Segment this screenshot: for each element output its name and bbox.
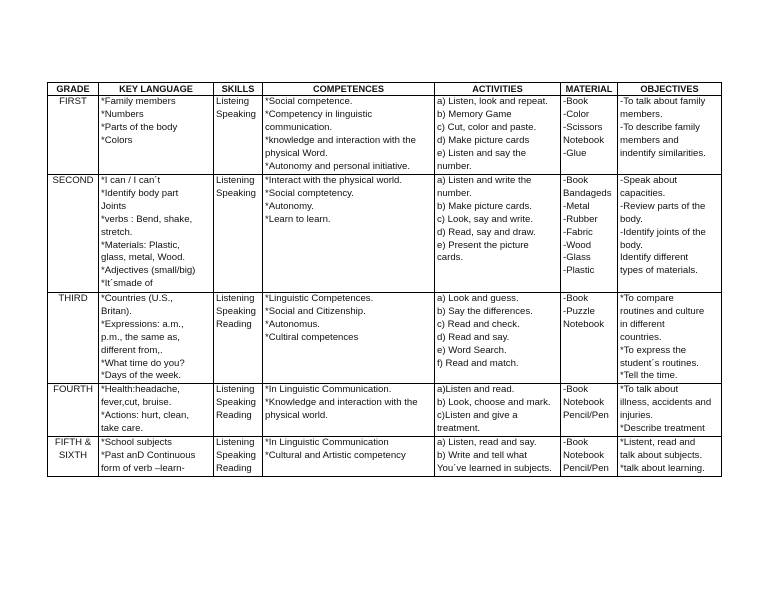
table-body [48,96,722,477]
cell-line: -Book [563,384,589,396]
cell-line: -Speak about [620,175,678,186]
cell-line: physical Word. [265,147,328,159]
cell-line: *Parts of the body [101,121,178,133]
cell-line: b) Memory Game [437,108,512,120]
grade-cell [48,293,99,384]
cell-line: Reading [216,318,252,330]
cell-line: members and [620,134,679,146]
cell-line: b) Make picture cards. [437,200,532,212]
objectives-cell [618,96,722,175]
cell-line: Notebook [563,134,605,146]
cell-line: d) Read and say. [437,331,510,343]
cell-line: *knowledge and interaction with the [265,134,416,146]
cell-line: *Linguistic Competences. [265,293,374,304]
cell-line: Notebook [563,318,605,330]
cell-line: Listeing [216,96,250,107]
cell-line: -Scissors [563,121,603,133]
objectives-cell [618,293,722,384]
cell-line: in different [620,318,665,330]
cell-line: form of verb –learn- [101,462,185,474]
cell-line: *Social and Citizenship. [265,305,366,317]
cell-line: *Health:headache, [101,384,180,396]
curriculum-table [47,82,722,477]
cell-line: c) Cut, color and paste. [437,121,537,133]
cell-line: d) Make picture cards [437,134,530,146]
grade-cell [48,436,99,476]
key-language-cell [99,96,214,175]
cell-line: stretch. [101,226,133,238]
header-activities: ACTIVITIES [435,83,561,96]
cell-line: -Fabric [563,226,593,238]
cell-line: b) Look, choose and mark. [437,397,551,409]
cell-line: Speaking [216,305,257,317]
cell-line: *I can / I can´t [101,175,161,186]
cell-line: SECOND [52,175,94,186]
cell-line: -Glass [563,252,591,264]
table-row [48,436,722,476]
cell-line: *Days of the week. [101,370,181,382]
objectives-cell [618,436,722,476]
cell-line: a) Look and guess. [437,293,519,304]
cell-line: -Rubber [563,213,598,225]
cell-line: *To compare [620,293,674,304]
header-competences: COMPETENCES [263,83,435,96]
cell-line: *Learn to learn. [265,213,331,225]
cell-line: *Listent, read and [620,436,696,448]
table-row [48,175,722,293]
cell-line: communication. [265,121,333,133]
competences-cell [263,175,435,293]
cell-line: *Knowledge and interaction with the [265,397,418,409]
cell-line: *In Linguistic Communication [265,436,389,448]
grade-cell [48,175,99,293]
cell-line: Speaking [216,108,257,120]
cell-line: Speaking [216,397,257,409]
cell-line: members. [620,108,663,120]
cell-line: -Book [563,436,589,448]
competences-cell [263,293,435,384]
cell-line: *Identify body part [101,187,179,199]
header-material: MATERIAL [561,83,618,96]
material-cell [561,293,618,384]
cell-line: *In Linguistic Communication. [265,384,392,396]
activities-cell [435,96,561,175]
cell-line: routines and culture [620,305,705,317]
material-cell [561,175,618,293]
skills-cell [214,384,263,437]
skills-cell [214,175,263,293]
header-row [48,83,722,96]
cell-line: *Tell the time. [620,370,678,382]
cell-line: p.m., the same as, [101,331,180,343]
material-cell [561,96,618,175]
cell-line: -Review parts of the [620,200,706,212]
cell-line: d) Read, say and draw. [437,226,536,238]
cell-line: f) Read and match. [437,357,519,369]
cell-line: indentify similarities. [620,147,706,159]
cell-line: -Color [563,108,590,120]
cell-line: *Actions: hurt, clean, [101,410,189,422]
cell-line: Joints [101,200,127,212]
cell-line: a) Listen and write the [437,175,532,186]
cell-line: -Puzzle [563,305,595,317]
cell-line: cards. [437,252,464,264]
cell-line: *Colors [101,134,133,146]
cell-line: Pencil/Pen [563,462,609,474]
table-row [48,384,722,437]
cell-line: *Autonomus. [265,318,320,330]
cell-line: -To describe family [620,121,700,133]
activities-cell [435,293,561,384]
cell-line: *Past anD Continuous [101,449,196,461]
grade-cell [48,96,99,175]
cell-line: c)Listen and give a [437,410,518,422]
cell-line: Speaking [216,449,257,461]
cell-line: -Wood [563,239,592,251]
cell-line: -Glue [563,147,587,159]
cell-line: -Book [563,175,589,186]
cell-line: c) Look, say and write. [437,213,533,225]
cell-line: Listening [216,436,255,448]
cell-line: *Interact with the physical world. [265,175,403,186]
cell-line: -Book [563,96,589,107]
cell-line: *Social comptetency. [265,187,354,199]
cell-line: physical world. [265,410,328,422]
cell-line: *Describe treatment [620,423,705,435]
header-objectives: OBJECTIVES [618,83,722,96]
cell-line: THIRD [58,293,88,304]
cell-line: -Book [563,293,589,304]
cell-line: Reading [216,410,252,422]
cell-line: Identify different [620,252,689,264]
cell-line: *talk about learning. [620,462,705,474]
cell-line: *Competency in linguistic [265,108,373,120]
cell-line: illness, accidents and [620,397,712,409]
header-skills: SKILLS [214,83,263,96]
key-language-cell [99,436,214,476]
cell-line: capacities. [620,187,666,199]
cell-line: different from,. [101,344,163,356]
cell-line: Notebook [563,397,605,409]
cell-line: *Autonomy. [265,200,314,212]
cell-line: b) Say the differences. [437,305,533,317]
cell-line: e) Listen and say the [437,147,527,159]
objectives-cell [618,384,722,437]
skills-cell [214,96,263,175]
key-language-cell [99,293,214,384]
cell-line: c) Read and check. [437,318,520,330]
cell-line: b) Write and tell what [437,449,527,461]
cell-line: *verbs : Bend, shake, [101,213,193,225]
cell-line: Notebook [563,449,605,461]
cell-line: *Cultural and Artistic competency [265,449,406,461]
cell-line: a)Listen and read. [437,384,515,396]
activities-cell [435,384,561,437]
cell-line: Listening [216,384,255,396]
cell-line: FIFTH & [54,436,92,448]
skills-cell [214,436,263,476]
cell-line: -To talk about family [620,96,706,107]
material-cell [561,384,618,437]
cell-line: -Identify joints of the [620,226,706,238]
cell-line: Listening [216,175,255,186]
cell-line: *Expressions: a.m., [101,318,184,330]
competences-cell [263,384,435,437]
cell-line: -Metal [563,200,590,212]
cell-line: *Autonomy and personal initiative. [265,160,411,172]
cell-line: *Numbers [101,108,144,120]
cell-line: student´s routines. [620,357,699,369]
cell-line: e) Present the picture [437,239,529,251]
cell-line: *To express the [620,344,687,356]
activities-cell [435,436,561,476]
cell-line: a) Listen, look and repeat. [437,96,548,107]
cell-line: Reading [216,462,252,474]
cell-line: body. [620,213,643,225]
cell-line: *Adjectives (small/big) [101,265,196,277]
cell-line: *Cultiral competences [265,331,359,343]
table-row [48,293,722,384]
cell-line: talk about subjects. [620,449,703,461]
material-cell [561,436,618,476]
key-language-cell [99,384,214,437]
cell-line: body. [620,239,643,251]
header-grade: GRADE [48,83,99,96]
cell-line: injuries. [620,410,654,422]
cell-line: *To talk about [620,384,679,396]
cell-line: glass, metal, Wood. [101,252,186,264]
cell-line: *Materials: Plastic, [101,239,180,251]
cell-line: You´ve learned in subjects. [437,462,552,474]
cell-line: *School subjects [101,436,172,448]
activities-cell [435,175,561,293]
cell-line: fever,cut, bruise. [101,397,172,409]
table-row [48,96,722,175]
cell-line: *Social competence. [265,96,353,107]
cell-line: FOURTH [53,384,93,396]
cell-line: SIXTH [58,449,88,461]
cell-line: *Family members [101,96,176,107]
cell-line: Listening [216,293,255,304]
header-key-language: KEY LANGUAGE [99,83,214,96]
cell-line: countries. [620,331,662,343]
cell-line: Britan). [101,305,132,317]
cell-line: treatment. [437,423,481,435]
cell-line: number. [437,187,472,199]
key-language-cell [99,175,214,293]
cell-line: number. [437,160,472,172]
cell-line: -Plastic [563,265,595,277]
cell-line: take care. [101,423,144,435]
cell-line: Speaking [216,187,257,199]
cell-line: FIRST [59,96,87,107]
cell-line: types of materials. [620,265,698,277]
cell-line: *Countries (U.S., [101,293,173,304]
cell-line: *It´smade of [101,278,153,290]
objectives-cell [618,175,722,293]
cell-line: a) Listen, read and say. [437,436,537,448]
competences-cell [263,96,435,175]
skills-cell [214,293,263,384]
cell-line: Pencil/Pen [563,410,609,422]
grade-cell [48,384,99,437]
cell-line: Bandageds [563,187,612,199]
cell-line: *What time do you? [101,357,185,369]
competences-cell [263,436,435,476]
cell-line: e) Word Search. [437,344,507,356]
